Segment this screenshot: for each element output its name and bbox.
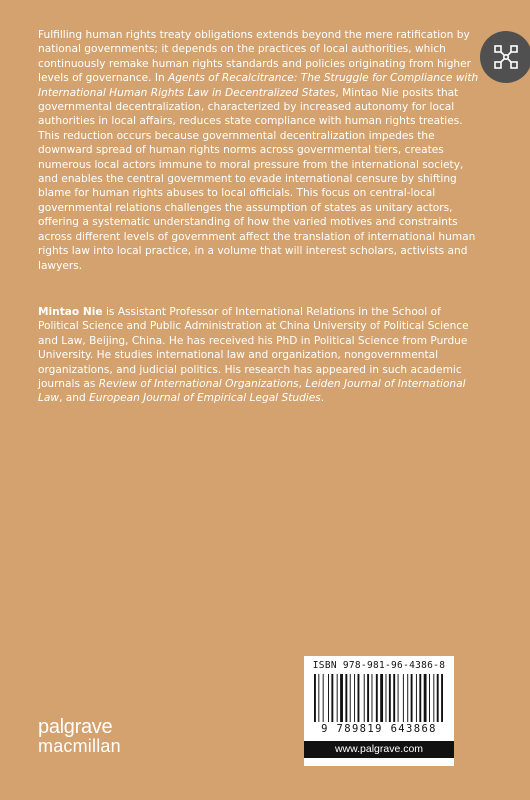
palgrave-macmillan-logo [38, 718, 121, 756]
book-title: Agents of Recalcitrance: The Struggle for Compliance with International Human Rights Law in Decentralized States [38, 72, 479, 99]
bio-end: . [320, 392, 325, 405]
barcode-bars [312, 674, 446, 722]
isbn-label: ISBN 978-981-96-4386-8 [312, 660, 446, 671]
author-bio [38, 305, 484, 406]
blurb-text-2: , Mintao Nie posits that governmental decentralization, characterized by increased autonomy for local authorities in local affairs, reduces state compliance with human rights treaties. This reduction occurs because governmental decentralization impedes the downward spread of human rights norms across governmental tiers, creates numerous local actors immune to moral pressure from the international society, and enables the central government to evade international censure by shifting blame for human rights abuses to local officials. This focus on central-local governmental relations challenges the assumption of states as unitary actors, offering a systematic understanding of how the varied motives and constraints across different levels of government affect the translation of international human rights law into local practice, in a volume that will interest scholars, activists and lawyers. [38, 86, 476, 272]
journal-1: Review of International Organizations [98, 378, 299, 391]
logo-line-1: palgrave [38, 716, 113, 738]
barcode-digits: 9 789819 643868 [321, 723, 437, 735]
bio-text: is Assistant Professor of International Relations in the School of Political Science and Public Administration at China University of Political Science and Law, Beijing, China. He has received his PhD in Political Science from Purdue University. He studies international law and organization, nongovernmental organizations, and judicial politics. His research has appeared in such academic journals as [38, 306, 469, 391]
logo-line-2: macmillan [38, 736, 121, 756]
author-name: Mintao Nie [38, 306, 103, 318]
bio-sep-1: , [298, 378, 306, 391]
bio-sep-2: , and [59, 392, 90, 405]
blurb-text-1: Fulfilling human rights treaty obligations extends beyond the mere ratification by national governments; it depends on the practices of local authorities, which continuously remake human rights standards and policies originating from higher levels of governance. In [38, 29, 472, 85]
journal-2: Leiden Journal of International Law [38, 378, 466, 405]
book-blurb [38, 28, 484, 273]
journal-3: European Journal of Empirical Legal Studies [89, 392, 321, 405]
network-icon [480, 31, 530, 83]
publisher-url: www.palgrave.com [304, 741, 454, 758]
